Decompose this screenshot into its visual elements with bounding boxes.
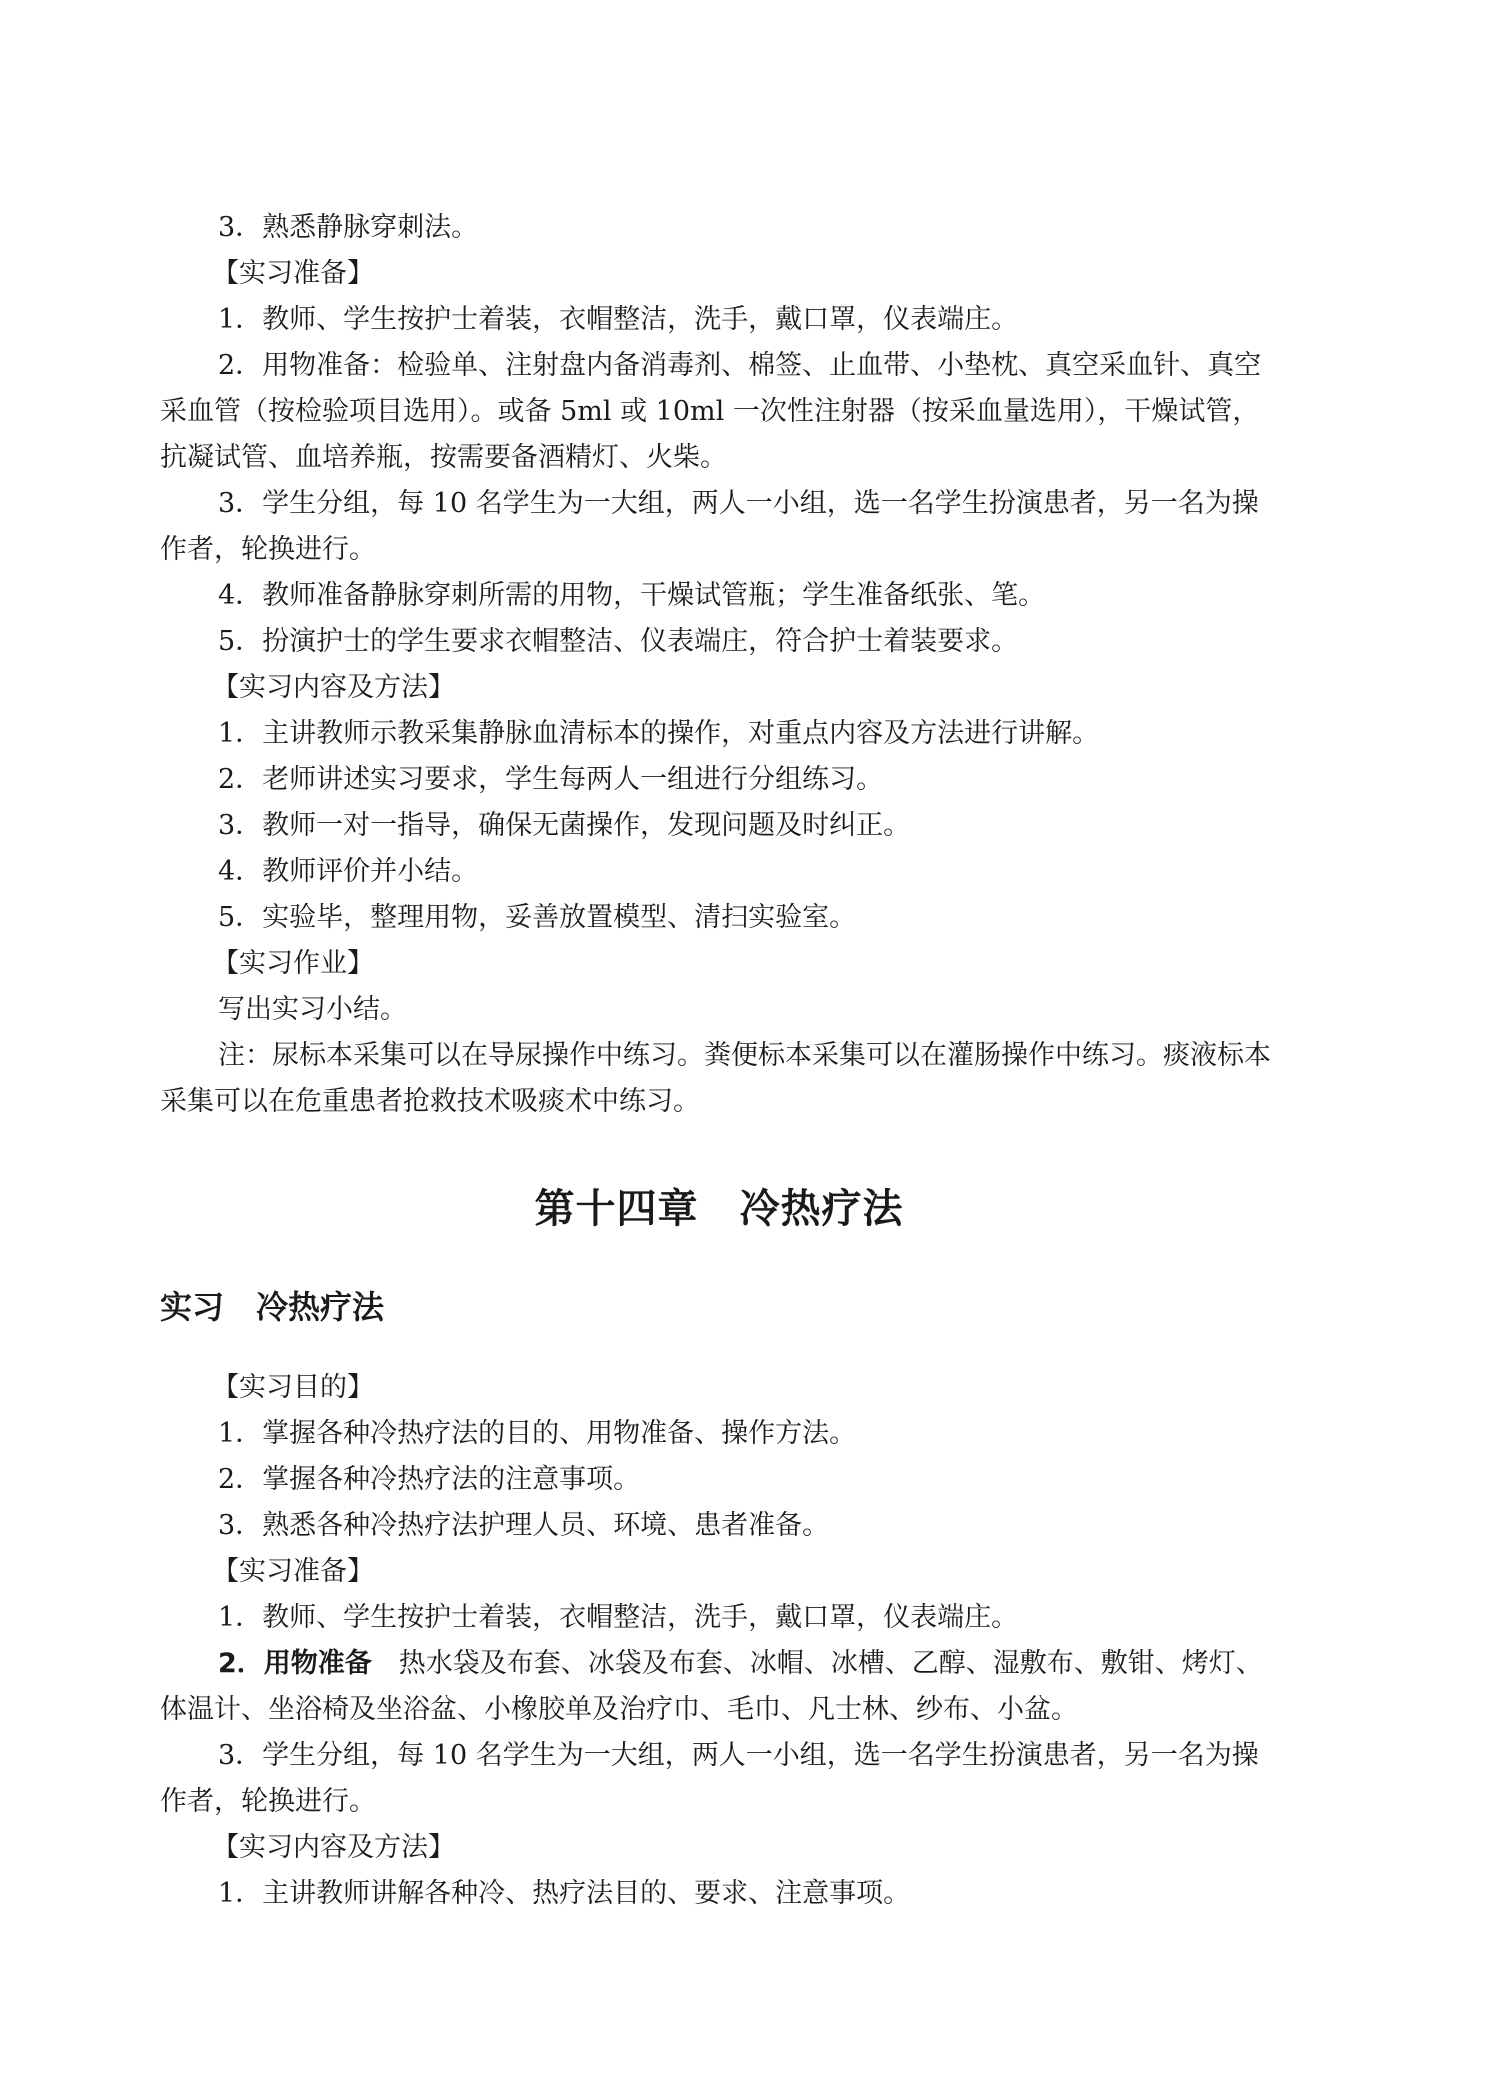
paragraph: 2．用物准备：检验单、注射盘内备消毒剂、棉签、止血带、小垫枕、真空采血针、真空采血管（按检验项目选用）。或备 5ml 或 10ml 一次性注射器（按采血量选用），干燥试管，抗凝试管、血培养瓶，按需要备酒精灯、火柴。 bbox=[160, 350, 1262, 473]
supplies-text: 热水袋及布套、冰袋及布套、冰帽、冰槽、乙醇、湿敷布、敷钳、烤灯、体温计、坐浴椅及坐浴盆、小橡胶单及治疗巾、毛巾、凡士林、纱布、小盆。 bbox=[160, 1648, 1263, 1725]
paragraph: 3．熟悉静脉穿刺法。 bbox=[218, 212, 479, 243]
section-cold-heat-therapy-continued bbox=[160, 1733, 1278, 1917]
paragraph: 2．老师讲述实习要求，学生每两人一组进行分组练习。 bbox=[218, 764, 884, 795]
paragraph: 注：尿标本采集可以在导尿操作中练习。粪便标本采集可以在灌肠操作中练习。痰液标本采集可以在危重患者抢救技术吸痰术中练习。 bbox=[160, 1040, 1271, 1117]
page-content bbox=[160, 205, 1278, 1917]
paragraph: 4．教师评价并小结。 bbox=[218, 856, 479, 887]
paragraph: 2．掌握各种冷热疗法的注意事项。 bbox=[218, 1464, 641, 1495]
subsection-heading: 【实习准备】 bbox=[212, 1556, 374, 1587]
paragraph: 3．学生分组，每 10 名学生为一大组，两人一小组，选一名学生扮演患者，另一名为操作者，轮换进行。 bbox=[160, 488, 1259, 565]
paragraph: 写出实习小结。 bbox=[218, 994, 407, 1025]
paragraph: 3．熟悉各种冷热疗法护理人员、环境、患者准备。 bbox=[218, 1510, 830, 1541]
paragraph: 4．教师准备静脉穿刺所需的用物，干燥试管瓶；学生准备纸张、笔。 bbox=[218, 580, 1046, 611]
supplies-label: 2．用物准备 bbox=[218, 1648, 372, 1679]
section-blood-sampling-continued bbox=[160, 205, 1278, 1125]
section-cold-heat-therapy bbox=[160, 1365, 1278, 1641]
paragraph: 1．教师、学生按护士着装，衣帽整洁，洗手，戴口罩，仪表端庄。 bbox=[218, 1602, 1019, 1633]
paragraph: 1．教师、学生按护士着装，衣帽整洁，洗手，戴口罩，仪表端庄。 bbox=[218, 304, 1019, 335]
subsection-heading: 【实习内容及方法】 bbox=[212, 672, 455, 703]
paragraph-supplies bbox=[160, 1641, 1278, 1733]
section-title: 实习 冷热疗法 bbox=[160, 1288, 385, 1326]
paragraph: 1．主讲教师讲解各种冷、热疗法目的、要求、注意事项。 bbox=[218, 1878, 911, 1909]
paragraph: 1．主讲教师示教采集静脉血清标本的操作，对重点内容及方法进行讲解。 bbox=[218, 718, 1100, 749]
subsection-heading: 【实习作业】 bbox=[212, 948, 374, 979]
paragraph: 5．实验毕，整理用物，妥善放置模型、清扫实验室。 bbox=[218, 902, 857, 933]
paragraph: 3．教师一对一指导，确保无菌操作，发现问题及时纠正。 bbox=[218, 810, 911, 841]
subsection-heading: 【实习目的】 bbox=[212, 1372, 374, 1403]
chapter-title: 第十四章 冷热疗法 bbox=[534, 1186, 904, 1232]
paragraph: 5．扮演护士的学生要求衣帽整洁、仪表端庄，符合护士着装要求。 bbox=[218, 626, 1019, 657]
paragraph: 1．掌握各种冷热疗法的目的、用物准备、操作方法。 bbox=[218, 1418, 857, 1449]
subsection-heading: 【实习准备】 bbox=[212, 258, 374, 289]
paragraph: 3．学生分组，每 10 名学生为一大组，两人一小组，选一名学生扮演患者，另一名为操作者，轮换进行。 bbox=[160, 1740, 1259, 1817]
subsection-heading: 【实习内容及方法】 bbox=[212, 1832, 455, 1863]
